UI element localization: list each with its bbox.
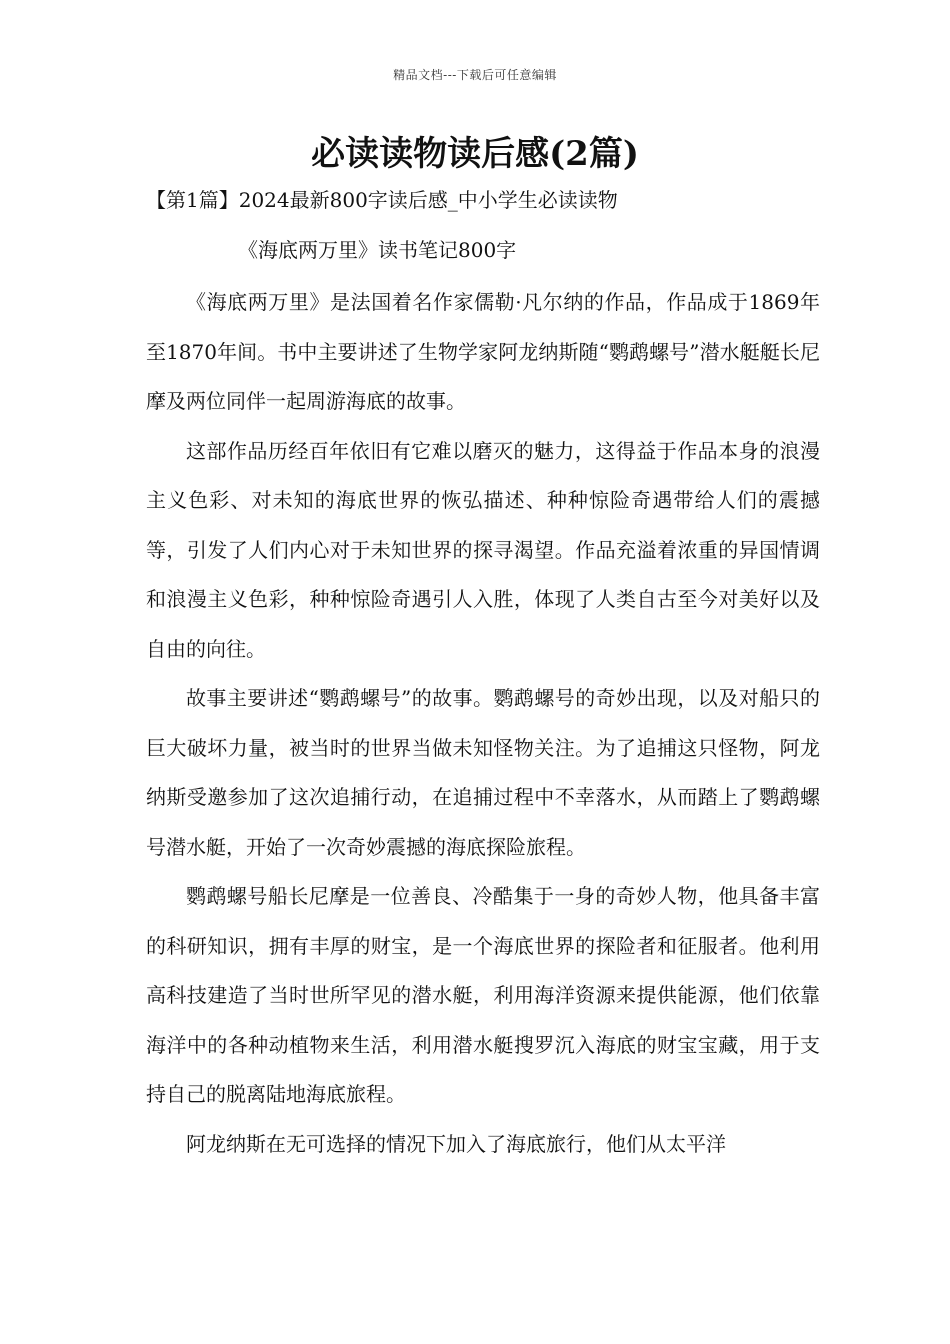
document-title: 必读读物读后感(2篇) [311,134,639,174]
section-subtitle: 【第1篇】2024最新800字读后感_中小学生必读读物 [146,188,618,212]
paragraph: 《海底两万里》是法国着名作家儒勒·凡尔纳的作品，作品成于1869年至1870年间。书中主要讲述了生物学家阿龙纳斯随“鹦鹉螺号”潜水艇艇长尼摩及两位同伴一起周游海底的故事。 [146,290,820,413]
header-note: 精品文档---下载后可任意编辑 [393,68,557,82]
paragraph: 阿龙纳斯在无可选择的情况下加入了海底旅行，他们从太平洋 [186,1131,726,1156]
body-text [146,278,820,1169]
book-heading: 《海底两万里》读书笔记800字 [238,238,517,262]
paragraph: 鹦鹉螺号船长尼摩是一位善良、冷酷集于一身的奇妙人物，他具备丰富的科研知识，拥有丰厚的财宝，是一个海底世界的探险者和征服者。他利用高科技建造了当时世所罕见的潜水艇，利用海洋资源来提供能源，他们依靠海洋中的各种动植物来生活，利用潜水艇搜罗沉入海底的财宝宝藏，用于支持自己的脱离陆地海底旅程。 [146,884,820,1106]
paragraph: 这部作品历经百年依旧有它难以磨灭的魅力，这得益于作品本身的浪漫主义色彩、对未知的海底世界的恢弘描述、种种惊险奇遇带给人们的震撼等，引发了人们内心对于未知世界的探寻渴望。作品充溢着浓重的异国情调和浪漫主义色彩，种种惊险奇遇引人入胜，体现了人类自古至今对美好以及自由的向往。 [146,438,820,661]
paragraph: 故事主要讲述“鹦鹉螺号”的故事。鹦鹉螺号的奇妙出现，以及对船只的巨大破坏力量，被当时的世界当做未知怪物关注。为了追捕这只怪物，阿龙纳斯受邀参加了这次追捕行动，在追捕过程中不幸落水，从而踏上了鹦鹉螺号潜水艇，开始了一次奇妙震撼的海底探险旅程。 [146,686,820,859]
